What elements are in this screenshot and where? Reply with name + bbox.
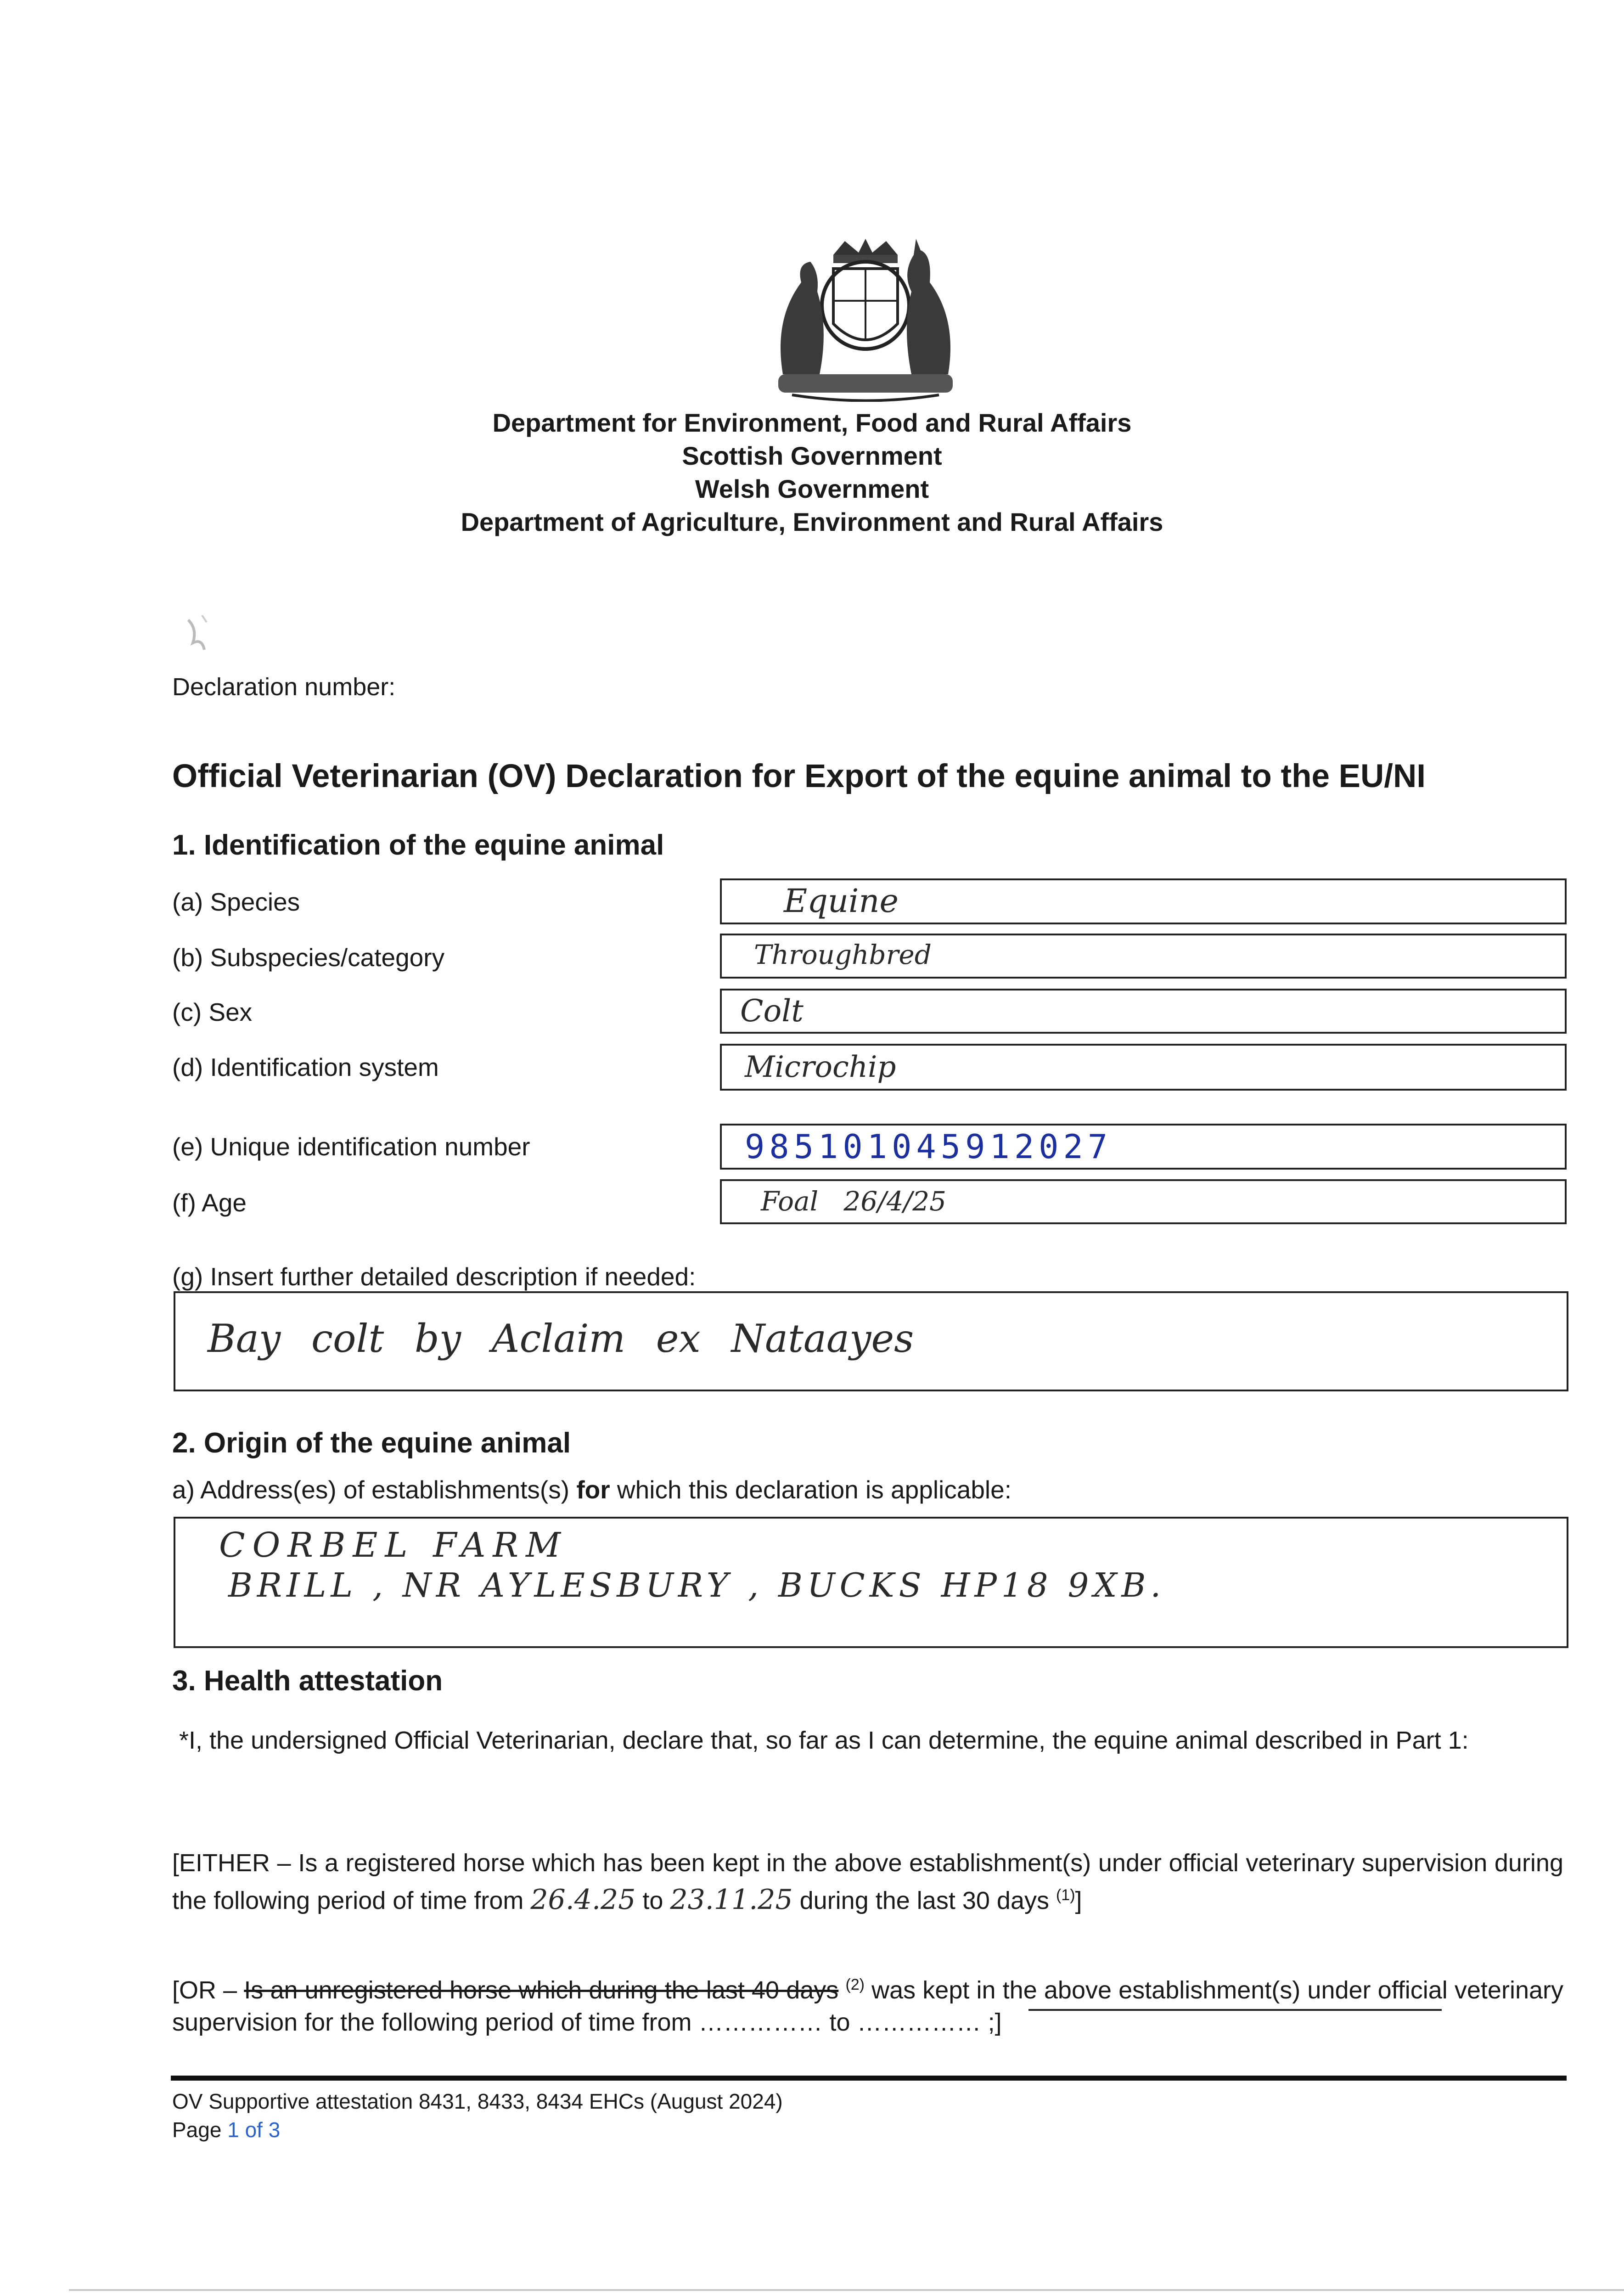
either-from-date: 26.4.25 bbox=[530, 1884, 636, 1916]
royal-coat-of-arms-icon bbox=[764, 236, 967, 402]
section-1-heading: 1. Identification of the equine animal bbox=[172, 829, 664, 861]
page-number: Page 1 of 3 bbox=[172, 2118, 281, 2142]
footer bbox=[172, 2087, 783, 2144]
sex-field[interactable] bbox=[720, 989, 1567, 1034]
identification-system-field[interactable] bbox=[720, 1044, 1567, 1091]
species-field[interactable] bbox=[720, 878, 1567, 924]
address-field[interactable] bbox=[174, 1517, 1568, 1648]
age-value: Foal 26/4/25 bbox=[761, 1186, 947, 1217]
subspecies-label: (b) Subspecies/category bbox=[172, 943, 445, 972]
age-field[interactable] bbox=[720, 1179, 1567, 1224]
uid-value: 985101045912027 bbox=[745, 1127, 1113, 1166]
declaration-number-label: Declaration number: bbox=[172, 673, 396, 701]
address-line-1: CORBEL FARM bbox=[219, 1525, 568, 1565]
subspecies-field[interactable] bbox=[720, 934, 1567, 979]
uid-label: (e) Unique identification number bbox=[172, 1132, 530, 1161]
identification-system-label: (d) Identification system bbox=[172, 1053, 439, 1081]
either-clause: [EITHER – Is a registered horse which has been kept in the above establishment(s) under official veterinary supervision during the following period of time from 26.4.25 to 23.11.25 during the last 30 days $^{(1)}$] bbox=[172, 1849, 1563, 1916]
sex-value: Colt bbox=[740, 993, 804, 1029]
footer-reference: OV Supportive attestation 8431, 8433, 8434 EHCs (August 2024) bbox=[172, 2089, 783, 2113]
agency-daera: Department of Agriculture, Environment and Rural Affairs bbox=[461, 507, 1163, 536]
address-line-2: BRILL , NR AYLESBURY , BUCKS HP18 9XB. bbox=[228, 1566, 1166, 1604]
identification-system-value: Microchip bbox=[745, 1050, 896, 1084]
agency-scottish-government: Scottish Government bbox=[682, 441, 942, 470]
attestation-intro: *I, the undersigned Official Veterinarian, declare that, so far as I can determine, the equine animal described in Part 1: bbox=[179, 1727, 1469, 1754]
hand-drawn-strike-line bbox=[1028, 2009, 1442, 2011]
scan-smudge bbox=[184, 611, 216, 657]
section-3-heading: 3. Health attestation bbox=[172, 1665, 443, 1697]
species-label: (a) Species bbox=[172, 888, 300, 916]
description-value: Bay colt by Aclaim ex Nataayes bbox=[208, 1316, 914, 1361]
agency-defra: Department for Environment, Food and Rural Affairs bbox=[492, 408, 1132, 437]
page-title: Official Veterinarian (OV) Declaration for Export of the equine animal to the EU/NI bbox=[172, 758, 1426, 794]
agency-welsh-government: Welsh Government bbox=[695, 474, 929, 503]
address-label: a) Address(es) of establishments(s) for which this declaration is applicable: bbox=[172, 1475, 1012, 1504]
or-clause: [OR – Is an unregistered horse which during the last 40 days $^{(2)}$ was kept in the above establishment(s) under official veterinary supervision for the following period of time from …………… to …………… ;] bbox=[172, 1976, 1563, 2036]
species-value: Equine bbox=[784, 882, 899, 920]
uid-field[interactable] bbox=[720, 1124, 1567, 1170]
age-label: (f) Age bbox=[172, 1188, 247, 1217]
agency-header bbox=[0, 406, 1624, 539]
scan-edge bbox=[69, 2289, 1624, 2291]
either-to-date: 23.11.25 bbox=[670, 1884, 793, 1916]
description-field[interactable] bbox=[174, 1291, 1568, 1391]
description-label: (g) Insert further detailed description if needed: bbox=[172, 1262, 696, 1291]
subspecies-value: Throughbred bbox=[754, 939, 932, 970]
sex-label: (c) Sex bbox=[172, 998, 253, 1026]
struck-out-text: Is an unregistered horse which during the last 40 days bbox=[244, 1976, 839, 2004]
footer-divider bbox=[171, 2076, 1567, 2081]
section-2-heading: 2. Origin of the equine animal bbox=[172, 1427, 571, 1459]
